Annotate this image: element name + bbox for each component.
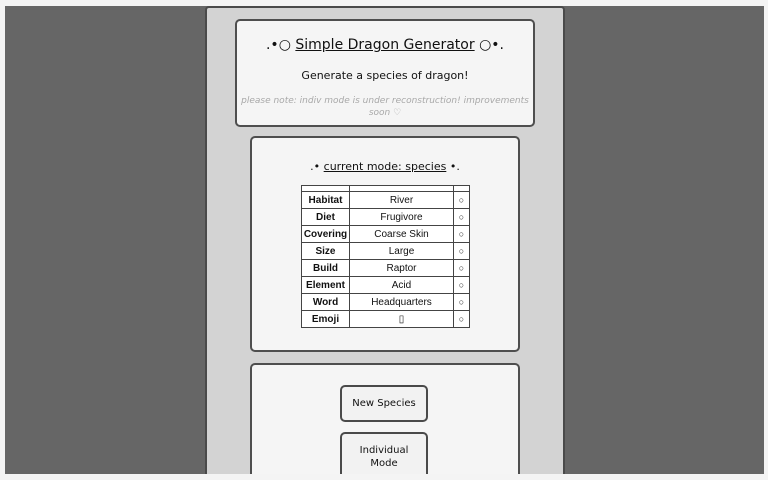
mode-label: current mode: species <box>323 160 447 173</box>
subtitle: Generate a species of dragon! <box>301 69 469 82</box>
table-row-diet <box>302 209 470 226</box>
trait-value: Frugivore <box>350 209 454 226</box>
table-row-habitat <box>302 192 470 209</box>
reroll-button[interactable]: ○ <box>454 294 470 311</box>
traits-table <box>301 185 470 328</box>
page-background <box>5 6 764 474</box>
title-suffix-ornament: ○•. <box>479 37 505 53</box>
reroll-button[interactable]: ○ <box>454 243 470 260</box>
trait-name: Covering <box>302 226 350 243</box>
reroll-button[interactable]: ○ <box>454 209 470 226</box>
table-row-word <box>302 294 470 311</box>
trait-name: Build <box>302 260 350 277</box>
trait-value: ▯ <box>350 311 454 328</box>
header-card <box>235 19 535 127</box>
table-row-covering <box>302 226 470 243</box>
reroll-button[interactable]: ○ <box>454 226 470 243</box>
mode-suffix-ornament: •. <box>449 160 460 173</box>
trait-value: Acid <box>350 277 454 294</box>
reroll-button[interactable]: ○ <box>454 311 470 328</box>
mode-prefix-ornament: .• <box>310 160 321 173</box>
trait-name: Element <box>302 277 350 294</box>
trait-name: Word <box>302 294 350 311</box>
new-species-button[interactable]: New Species <box>340 385 428 422</box>
title-text: Simple Dragon Generator <box>295 37 475 53</box>
trait-value: Large <box>350 243 454 260</box>
trait-name: Emoji <box>302 311 350 328</box>
table-row-size <box>302 243 470 260</box>
trait-name: Habitat <box>302 192 350 209</box>
table-row-element <box>302 277 470 294</box>
trait-value: Coarse Skin <box>350 226 454 243</box>
mode-card <box>250 136 520 352</box>
reroll-button[interactable]: ○ <box>454 277 470 294</box>
title-prefix-ornament: .•○ <box>265 37 291 53</box>
table-row-build <box>302 260 470 277</box>
page-title <box>237 37 533 53</box>
reroll-button[interactable]: ○ <box>454 260 470 277</box>
trait-value: River <box>350 192 454 209</box>
mode-title <box>252 160 518 173</box>
trait-value: Headquarters <box>350 294 454 311</box>
main-column <box>205 6 565 474</box>
table-row-emoji <box>302 311 470 328</box>
trait-name: Diet <box>302 209 350 226</box>
trait-value: Raptor <box>350 260 454 277</box>
reconstruction-note: please note: indiv mode is under reconstruction! improvements soon ♡ <box>241 96 529 118</box>
buttons-card <box>250 363 520 474</box>
reroll-button[interactable]: ○ <box>454 192 470 209</box>
individual-mode-button[interactable]: Individual Mode <box>340 432 428 474</box>
trait-name: Size <box>302 243 350 260</box>
